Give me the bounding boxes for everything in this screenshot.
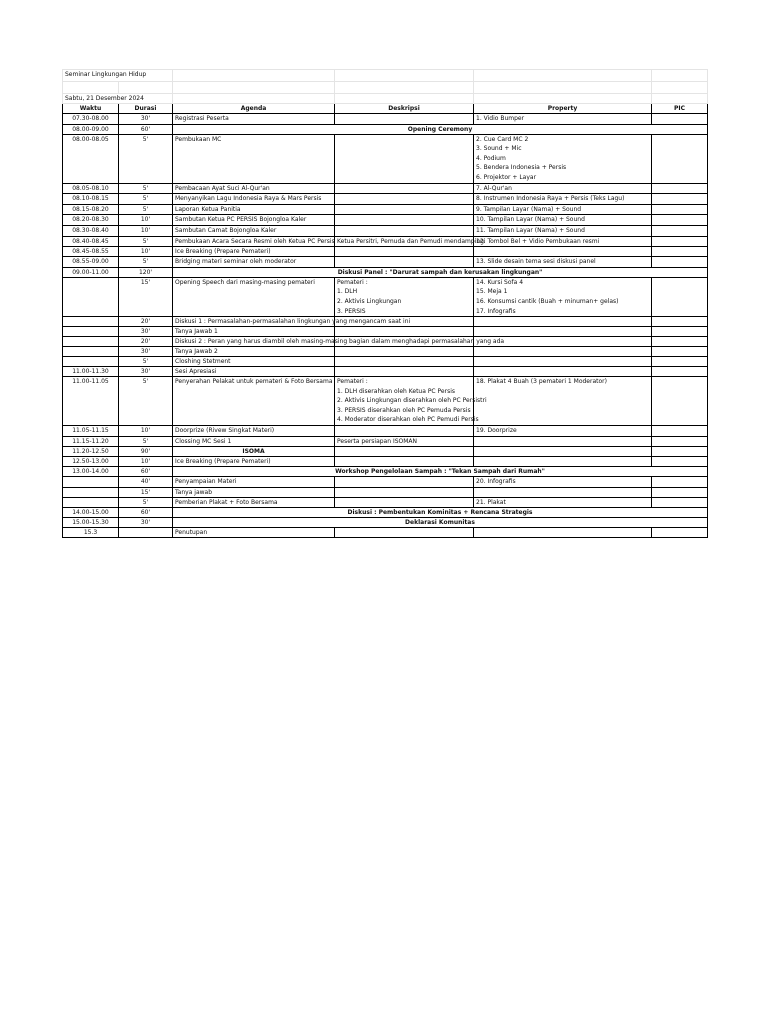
cell-waktu: 11.20-12.50 [63,447,119,457]
cell-property-line: 6. Projektor + Layar [476,173,537,181]
cell-agenda: Clossing MC Sesi 1 [173,436,335,447]
cell-waktu: 08.45-08.55 [63,247,119,257]
cell-waktu [63,337,119,347]
cell-deskripsi [335,367,474,377]
cell-session-title: Diskusi : Pembentukan Kominitas + Rencana Strategis [173,508,708,518]
cell-property [474,497,652,508]
cell-durasi: 10' [119,426,173,437]
cell-agenda: ISOMA [173,447,335,457]
cell-property [474,236,652,247]
column-header-pic: PIC [652,104,708,114]
cell-durasi: 20' [119,337,173,347]
cell-deskripsi [335,225,474,236]
cell-durasi [119,528,173,538]
date-row [63,94,708,104]
cell-property-line: 16. Konsumsi cantik (Buah + minuman+ gelas) [476,297,619,305]
cell-property [474,487,652,497]
cell-waktu: 07.30-08.00 [63,114,119,125]
cell-durasi: 15' [119,277,173,316]
column-header-agenda: Agenda [173,104,335,114]
cell-deskripsi [335,257,474,268]
table-row [63,377,708,426]
cell-agenda: Tanya jawab [173,487,335,497]
cell-waktu: 11.05-11.15 [63,426,119,437]
table-row [63,477,708,488]
cell-property-line: 17. Infografis [476,307,516,315]
cell-pic [652,194,708,205]
cell-agenda: Bridging materi seminar oleh moderator [173,257,335,268]
cell-property-line: 1. Vidio Bumper [476,115,525,122]
cell-durasi: 5' [119,204,173,215]
cell-waktu [63,277,119,316]
table-row [63,337,708,347]
cell-session-title: Opening Ceremony [173,124,708,134]
cell-pic [652,247,708,257]
cell-agenda: Closhing Stetment [173,357,335,367]
cell-waktu: 14.00-15.00 [63,508,119,518]
cell-deskripsi [335,194,474,205]
table-row [63,124,708,134]
cell-durasi: 5' [119,257,173,268]
column-header-durasi: Durasi [119,104,173,114]
cell-pic [652,347,708,357]
table-row [63,204,708,215]
cell-durasi: 10' [119,215,173,226]
cell-agenda: Diskusi 2 : Peran yang harus diambil oleh masing-masing bagian dalam menghadapi permasalahan yang ada [173,337,335,347]
cell-durasi: 30' [119,347,173,357]
cell-property [474,357,652,367]
cell-pic [652,215,708,226]
cell-agenda: Menyanyikan Lagu Indonesia Raya & Mars Persis [173,194,335,205]
cell-deskripsi-line: Ketua Persitri, Pemuda dan Pemudi mendampingi [337,237,486,245]
table-row [63,357,708,367]
cell-pic [652,183,708,194]
cell-pic [652,477,708,488]
cell-deskripsi [335,247,474,257]
cell-pic [652,528,708,538]
cell-property [474,327,652,337]
cell-pic [652,367,708,377]
cell-waktu: 08.55-09.00 [63,257,119,268]
cell-property [474,477,652,488]
cell-agenda: Ice Breaking (Prepare Pemateri) [173,247,335,257]
cell-property [474,426,652,437]
cell-session-title: Deklarasi Komunitas [173,518,708,528]
cell-property-line: 18. Plakat 4 Buah (3 pemateri 1 Moderator) [476,378,607,386]
cell-property-line: 19. Doorprize [476,427,517,435]
column-header-deskripsi: Deskripsi [335,104,474,114]
cell-waktu: 08.40-08.45 [63,236,119,247]
cell-agenda: Doorprize (Rivew Singkat Materi) [173,426,335,437]
cell-deskripsi [335,528,474,538]
cell-durasi: 60' [119,467,173,477]
cell-property-line: 2. Cue Card MC 2 [476,135,529,143]
schedule-table [62,69,708,538]
cell-durasi: 30' [119,114,173,125]
cell-property-line: 10. Tampilan Layar (Nama) + Sound [476,216,585,224]
cell-agenda: Penyerahan Pelakat untuk pemateri & Foto Bersama [173,377,335,426]
cell-durasi: 20' [119,317,173,327]
cell-durasi: 5' [119,194,173,205]
cell-waktu: 08.20-08.30 [63,215,119,226]
cell-deskripsi [335,347,474,357]
cell-waktu: 15.3 [63,528,119,538]
cell-durasi: 5' [119,183,173,194]
cell-waktu [63,317,119,327]
table-row [63,247,708,257]
cell-waktu: 13.00-14.00 [63,467,119,477]
cell-pic [652,457,708,467]
cell-agenda: Sesi Apresiasi [173,367,335,377]
cell-property [474,215,652,226]
cell-pic [652,204,708,215]
cell-pic [652,357,708,367]
cell-agenda: Pemberian Plakat + Foto Bersama [173,497,335,508]
cell-pic [652,236,708,247]
cell-pic [652,447,708,457]
cell-waktu: 09.00-11.00 [63,267,119,277]
cell-property-line: 3. Sound + Mic [476,145,522,153]
table-row [63,528,708,538]
cell-waktu: 08.30-08.40 [63,225,119,236]
column-header-property: Property [474,104,652,114]
table-row [63,436,708,447]
cell-durasi: 5' [119,377,173,426]
cell-waktu [63,487,119,497]
cell-pic [652,426,708,437]
cell-deskripsi-line: 2. Aktivis Lingkungan [337,297,402,305]
cell-waktu: 08.00-09.00 [63,124,119,134]
cell-waktu: 08.15-08.20 [63,204,119,215]
cell-pic [652,497,708,508]
cell-deskripsi [335,457,474,467]
cell-property [474,134,652,183]
cell-agenda: Pembukaan Acara Secara Resmi oleh Ketua PC Persis [173,236,335,247]
cell-property [474,436,652,447]
cell-deskripsi [335,377,487,426]
cell-property [474,114,652,125]
cell-durasi: 5' [119,436,173,447]
blank-row [63,82,708,94]
table-row [63,508,708,518]
cell-waktu: 08.10-08.15 [63,194,119,205]
cell-durasi: 120' [119,267,173,277]
cell-waktu [63,497,119,508]
cell-waktu [63,477,119,488]
table-row [63,426,708,437]
cell-property-line: 11. Tampilan Layar (Nama) + Sound [476,226,585,234]
table-row [63,225,708,236]
cell-durasi: 10' [119,247,173,257]
table-row [63,447,708,457]
cell-property-line: 7. Al-Qur'an [476,184,512,192]
cell-durasi: 10' [119,457,173,467]
table-row [63,215,708,226]
cell-pic [652,225,708,236]
cell-property-line: 21. Plakat [476,498,506,506]
cell-deskripsi-line: 3. PERSIS diserahkan oleh PC Pemuda Persis [337,406,471,414]
cell-durasi: 5' [119,236,173,247]
cell-durasi: 5' [119,497,173,508]
cell-deskripsi [335,215,474,226]
table-row [63,327,708,337]
cell-waktu [63,327,119,337]
cell-property-line: 12. Tombol Bel + Vidio Pembukaan resmi [476,237,600,245]
cell-deskripsi [335,487,474,497]
cell-session-title: Workshop Pengelolaan Sampah : "Tekan Sampah dari Rumah" [173,467,708,477]
cell-pic [652,277,708,316]
header-row [63,104,708,114]
cell-deskripsi-line: Pemateri : [337,278,368,286]
cell-deskripsi [335,183,474,194]
cell-deskripsi-line: Peserta persiapan ISOMAN [337,437,418,445]
cell-deskripsi-line: 1. DLH diserahkan oleh Ketua PC Persis [337,387,456,395]
cell-property [474,317,652,327]
cell-agenda: Sambutan Camat Bojongloa Kaler [173,225,335,236]
cell-durasi: 60' [119,124,173,134]
cell-property [474,247,652,257]
cell-deskripsi [335,497,474,508]
cell-agenda: Tanya Jawab 2 [173,347,335,357]
cell-pic [652,436,708,447]
cell-deskripsi-line: 1. DLH [337,288,358,296]
sheet-title: Seminar Lingkungan Hidup [63,70,173,82]
cell-deskripsi-line: 3. PERSIS [337,307,366,315]
cell-agenda: Penutupan [173,528,335,538]
cell-durasi: 30' [119,327,173,337]
table-row [63,236,708,247]
cell-property [474,528,652,538]
cell-property [474,225,652,236]
cell-deskripsi-line: 2. Aktivis Lingkungan diserahkan oleh PC Persistri [337,397,487,405]
cell-pic [652,257,708,268]
cell-durasi: 15' [119,487,173,497]
cell-property [474,183,652,194]
table-row [63,194,708,205]
table-row [63,114,708,125]
table-row [63,183,708,194]
cell-durasi: 5' [119,357,173,367]
table-row [63,457,708,467]
cell-agenda: Opening Speech dari masing-masing pemateri [173,277,335,316]
table-row [63,267,708,277]
cell-durasi: 90' [119,447,173,457]
cell-durasi: 30' [119,518,173,528]
cell-deskripsi-line: Pemateri : [337,378,368,386]
cell-deskripsi [335,277,474,316]
table-row [63,467,708,477]
table-row [63,347,708,357]
cell-agenda: Ice Breaking (Prepare Pemateri) [173,457,335,467]
cell-property-line: 20. Infografis [476,478,516,486]
cell-pic [652,487,708,497]
cell-pic [652,337,708,347]
cell-property-line: 14. Kursi Sofa 4 [476,278,524,286]
table-row [63,257,708,268]
cell-agenda: Tanya Jawab 1 [173,327,335,337]
spreadsheet [62,69,707,538]
cell-agenda: Penyampaian Materi [173,477,335,488]
cell-agenda: Sambutan Ketua PC PERSIS Bojongloa Kaler [173,215,335,226]
cell-session-title: Diskusi Panel : "Darurat sampah dan kerusakan lingkungan" [173,267,708,277]
cell-pic [652,317,708,327]
table-row [63,134,708,183]
cell-waktu: 08.05-08.10 [63,183,119,194]
cell-durasi: 40' [119,477,173,488]
cell-waktu: 11.00-11.30 [63,367,119,377]
cell-property [474,367,652,377]
cell-deskripsi [335,236,486,247]
cell-agenda: Laporan Ketua Panitia [173,204,335,215]
cell-property [474,257,652,268]
cell-waktu: 08.00-08.05 [63,134,119,183]
cell-waktu: 11.00-11.05 [63,377,119,426]
cell-waktu [63,357,119,367]
cell-property [474,194,652,205]
cell-waktu: 11.15-11.20 [63,436,119,447]
cell-property [474,347,652,357]
cell-deskripsi [335,357,474,367]
title-row [63,70,708,82]
column-header-waktu: Waktu [63,104,119,114]
cell-property [474,377,652,426]
cell-deskripsi [335,114,474,125]
cell-property [474,457,652,467]
cell-pic [652,377,708,426]
table-row [63,277,708,316]
cell-agenda: Diskusi 1 : Permasalahan-permasalahan lingkungan yang mengancam saat ini [173,317,335,327]
cell-property-line: 5. Bendera Indonesia + Persis [476,164,567,172]
cell-property-line: 9. Tampilan Layar (Nama) + Sound [476,205,582,213]
table-row [63,317,708,327]
cell-waktu: 15.00-15.30 [63,518,119,528]
cell-durasi: 60' [119,508,173,518]
cell-property-line: 13. Slide desain tema sesi diskusi panel [476,258,596,266]
cell-pic [652,134,708,183]
cell-waktu [63,347,119,357]
cell-durasi: 30' [119,367,173,377]
cell-agenda: Registrasi Peserta [173,114,335,125]
cell-property [474,277,652,316]
table-row [63,518,708,528]
cell-durasi: 5' [119,134,173,183]
cell-agenda: Pembacaan Ayat Suci Al-Qur'an [173,183,335,194]
table-row [63,497,708,508]
cell-agenda: Pembukaan MC [173,134,335,183]
cell-deskripsi [335,204,474,215]
cell-deskripsi [335,426,474,437]
cell-pic [652,327,708,337]
table-row [63,367,708,377]
cell-deskripsi [335,477,474,488]
cell-deskripsi-line: 4. Moderator diserahkan oleh PC Pemudi Persis [337,416,479,424]
cell-property [474,447,652,457]
cell-deskripsi [335,134,474,183]
cell-durasi: 10' [119,225,173,236]
cell-property-line: 4. Podium [476,154,506,162]
cell-property [474,204,652,215]
cell-property-line: 15. Meja 1 [476,288,508,296]
table-row [63,487,708,497]
sheet-date: Sabtu, 21 Desember 2024 [63,94,173,104]
cell-pic [652,114,708,125]
cell-property-line: 8. Instrumen Indonesia Raya + Persis (Teks Lagu) [476,195,625,203]
cell-deskripsi [335,327,474,337]
cell-waktu: 12.50-13.00 [63,457,119,467]
cell-deskripsi [335,447,474,457]
cell-deskripsi [335,436,474,447]
